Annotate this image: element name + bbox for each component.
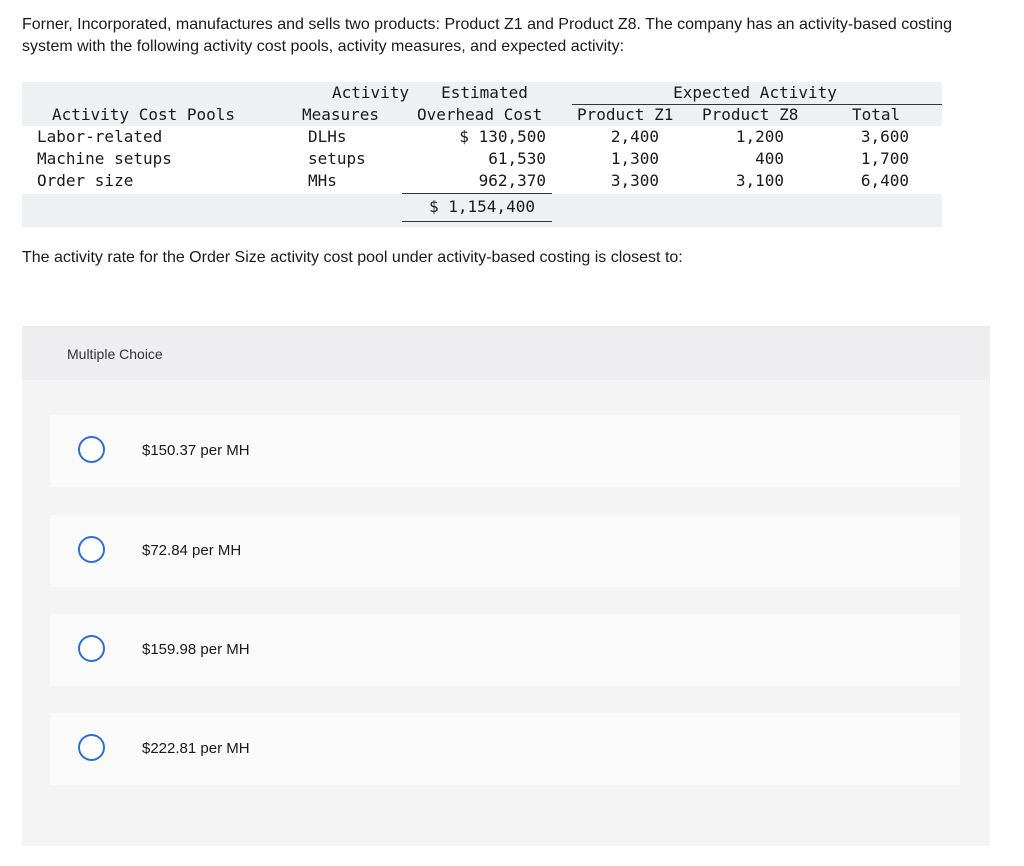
row-z8: 400 <box>755 149 784 168</box>
row-cost: 61,530 <box>488 149 546 168</box>
radio-button-icon[interactable] <box>78 635 105 662</box>
header-activity-measures-2: Measures <box>302 105 380 124</box>
answer-option-label: $150.37 per MH <box>142 442 250 459</box>
row-z1: 1,300 <box>610 149 659 168</box>
multiple-choice-panel <box>22 326 990 846</box>
radio-button-icon[interactable] <box>78 536 105 563</box>
row-z8: 1,200 <box>735 127 784 146</box>
header-product-z1: Product Z1 <box>577 105 674 124</box>
header-activity-cost-pools: Activity Cost Pools <box>52 105 236 124</box>
header-estimated-cost-1: Estimated <box>441 83 528 102</box>
row-z1: 2,400 <box>610 127 659 146</box>
row-cost: 962,370 <box>478 171 546 190</box>
radio-button-icon[interactable] <box>78 734 105 761</box>
header-total: Total <box>852 105 901 124</box>
question-prompt: The activity rate for the Order Size activity cost pool under activity-based costing is closest to: <box>22 249 683 266</box>
total-overhead-cost: $ 1,154,400 <box>429 197 535 216</box>
row-pool: Labor-related <box>37 127 163 146</box>
answer-option-label: $159.98 per MH <box>142 641 250 658</box>
row-z1: 3,300 <box>610 171 659 190</box>
header-expected-activity: Expected Activity <box>673 83 837 102</box>
answer-option[interactable] <box>50 415 960 487</box>
answer-option[interactable] <box>50 515 960 587</box>
row-measure: MHs <box>308 171 337 190</box>
row-measure: setups <box>308 149 366 168</box>
answer-option-label: $72.84 per MH <box>142 542 242 559</box>
row-cost: $ 130,500 <box>459 127 546 146</box>
row-pool: Machine setups <box>37 149 172 168</box>
row-pool: Order size <box>37 171 134 190</box>
multiple-choice-title: Multiple Choice <box>67 346 163 362</box>
activity-cost-table <box>22 82 942 227</box>
answer-option[interactable] <box>50 614 960 686</box>
row-total: 1,700 <box>860 149 909 168</box>
header-product-z8: Product Z8 <box>702 105 799 124</box>
header-activity-measures-1: Activity <box>332 83 410 102</box>
radio-button-icon[interactable] <box>78 436 105 463</box>
row-total: 3,600 <box>860 127 909 146</box>
row-measure: DLHs <box>308 127 347 146</box>
total-rule <box>402 221 552 222</box>
multiple-choice-header <box>22 326 990 380</box>
question-text: Forner, Incorporated, manufactures and sells two products: Product Z1 and Product Z8. The company has an activity-based costing system with the following activity cost pools, activity measures, and expected activity: <box>22 16 952 55</box>
row-z8: 3,100 <box>735 171 784 190</box>
row-total: 6,400 <box>860 171 909 190</box>
subtotal-rule <box>402 193 552 194</box>
header-estimated-cost-2: Overhead Cost <box>417 105 543 124</box>
answer-option[interactable] <box>50 713 960 785</box>
answer-option-label: $222.81 per MH <box>142 740 250 757</box>
